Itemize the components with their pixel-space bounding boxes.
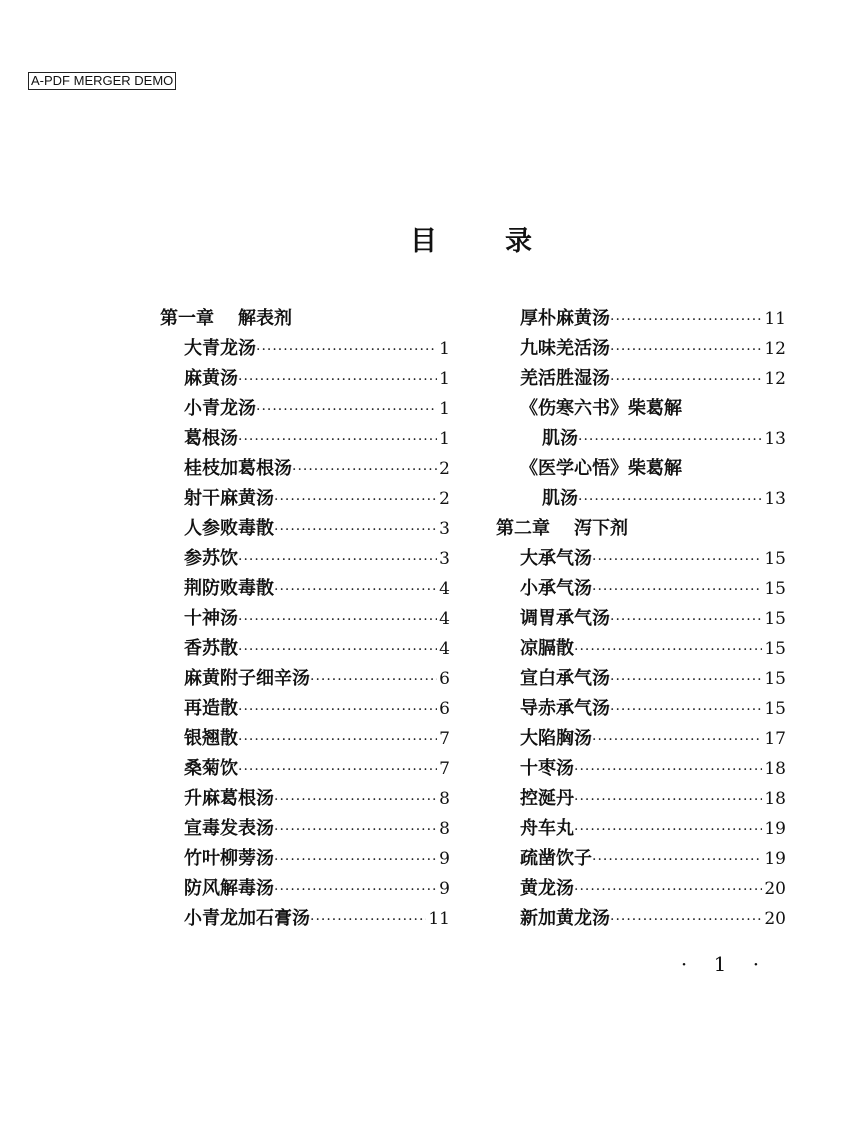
entry-page: 1 [439, 429, 450, 449]
entry-name: 十枣汤 [520, 758, 574, 779]
entry-page: 6 [439, 699, 450, 719]
entry-name: 大承气汤 [520, 548, 592, 569]
entry-page: 4 [439, 609, 450, 629]
entry-name: 荆防败毒散 [184, 578, 274, 599]
entry-name: 桑菊饮 [184, 758, 238, 779]
toc-entry [160, 574, 450, 604]
entry-name: 疏凿饮子 [520, 848, 592, 869]
entry-name: 十神汤 [184, 608, 238, 629]
chapter-label: 第一章 [160, 308, 214, 329]
page-number: · 1 · [680, 952, 770, 976]
entry-name: 新加黄龙汤 [520, 908, 610, 929]
title-char-2: 录 [505, 226, 532, 257]
entry-name: 厚朴麻黄汤 [520, 308, 610, 329]
toc-entry [496, 724, 786, 754]
chapter-heading [496, 514, 786, 544]
entry-name: 宣毒发表汤 [184, 818, 274, 839]
entry-name: 参苏饮 [184, 548, 238, 569]
page-title [0, 222, 866, 262]
entry-page: 13 [764, 429, 786, 449]
entry-name: 大陷胸汤 [520, 728, 592, 749]
toc-entry [160, 754, 450, 784]
entry-name: 竹叶柳蒡汤 [184, 848, 274, 869]
dot-leader [274, 515, 437, 545]
toc-entry [496, 784, 786, 814]
entry-name: 小青龙加石膏汤 [184, 908, 310, 929]
dot-leader [238, 545, 437, 575]
entry-page: 20 [764, 879, 786, 899]
entry-page: 7 [439, 729, 450, 749]
entry-name: 控涎丹 [520, 788, 574, 809]
dot-leader [578, 425, 762, 455]
dot-leader [574, 785, 762, 815]
dot-leader [578, 485, 762, 515]
toc-entry-heading [496, 454, 786, 484]
entry-name: 大青龙汤 [184, 338, 256, 359]
dot-leader [238, 695, 437, 725]
dot-leader [610, 665, 762, 695]
toc-entry [160, 724, 450, 754]
dot-leader [610, 695, 762, 725]
entry-name: 调胃承气汤 [520, 608, 610, 629]
entry-name: 小承气汤 [520, 578, 592, 599]
toc-entry [160, 634, 450, 664]
entry-page: 3 [439, 549, 450, 569]
entry-page: 1 [439, 369, 450, 389]
entry-page: 15 [764, 549, 786, 569]
entry-name: 桂枝加葛根汤 [184, 458, 292, 479]
entry-page: 20 [764, 909, 786, 929]
title-char-1: 目 [410, 226, 437, 257]
entry-page: 17 [764, 729, 786, 749]
entry-page: 11 [428, 909, 450, 929]
toc-entry [160, 544, 450, 574]
entry-name: 羌活胜湿汤 [520, 368, 610, 389]
toc-right-column [496, 304, 786, 934]
entry-page: 8 [439, 789, 450, 809]
entry-page: 9 [439, 879, 450, 899]
toc-entry [160, 604, 450, 634]
dot-leader [256, 335, 437, 365]
entry-name: 宣白承气汤 [520, 668, 610, 689]
toc-entry [160, 694, 450, 724]
toc-entry [160, 424, 450, 454]
entry-name: 舟车丸 [520, 818, 574, 839]
entry-page: 8 [439, 819, 450, 839]
dot-leader [238, 635, 437, 665]
entry-name: 升麻葛根汤 [184, 788, 274, 809]
entry-name: 人参败毒散 [184, 518, 274, 539]
dot-leader [610, 335, 762, 365]
entry-page: 13 [764, 489, 786, 509]
entry-page: 3 [439, 519, 450, 539]
entry-page: 19 [764, 849, 786, 869]
dot-leader [574, 755, 762, 785]
toc-entry [496, 604, 786, 634]
entry-name: 《伤寒六书》柴葛解 [520, 398, 682, 419]
entry-name: 肌汤 [542, 428, 578, 449]
dot-leader [610, 605, 762, 635]
dot-leader [574, 875, 762, 905]
dot-leader [610, 905, 762, 935]
toc-entry [496, 574, 786, 604]
entry-name: 肌汤 [542, 488, 578, 509]
toc-entry [496, 814, 786, 844]
entry-name: 麻黄附子细辛汤 [184, 668, 310, 689]
toc-entry [160, 814, 450, 844]
entry-page: 19 [764, 819, 786, 839]
dot-leader [610, 365, 762, 395]
entry-page: 15 [764, 669, 786, 689]
entry-page: 15 [764, 699, 786, 719]
toc-entry [160, 394, 450, 424]
dot-leader [592, 845, 762, 875]
entry-page: 9 [439, 849, 450, 869]
dot-leader [310, 905, 426, 935]
toc-entry [160, 664, 450, 694]
chapter-title: 解表剂 [238, 308, 292, 329]
dot-leader [238, 755, 437, 785]
dot-leader [274, 575, 437, 605]
entry-name: 小青龙汤 [184, 398, 256, 419]
dot-leader [592, 575, 762, 605]
entry-name: 香苏散 [184, 638, 238, 659]
entry-page: 15 [764, 579, 786, 599]
dot-leader [238, 425, 437, 455]
toc-entry [160, 364, 450, 394]
entry-page: 12 [764, 339, 786, 359]
toc-left-column [160, 304, 450, 934]
entry-name: 射干麻黄汤 [184, 488, 274, 509]
entry-name: 九味羌活汤 [520, 338, 610, 359]
dot-leader [292, 455, 437, 485]
toc-entry [496, 904, 786, 934]
toc-entry [496, 364, 786, 394]
toc-entry [496, 484, 786, 514]
toc-entry [160, 484, 450, 514]
toc-entry [496, 664, 786, 694]
entry-name: 再造散 [184, 698, 238, 719]
toc-entry [160, 784, 450, 814]
entry-name: 凉膈散 [520, 638, 574, 659]
dot-leader [310, 665, 437, 695]
toc-entry [160, 904, 450, 934]
toc-entry [160, 454, 450, 484]
entry-page: 15 [764, 639, 786, 659]
entry-name: 麻黄汤 [184, 368, 238, 389]
watermark: A-PDF MERGER DEMO [28, 72, 176, 90]
entry-page: 1 [439, 339, 450, 359]
entry-page: 7 [439, 759, 450, 779]
chapter-title: 泻下剂 [574, 518, 628, 539]
dot-leader [574, 635, 762, 665]
entry-page: 12 [764, 369, 786, 389]
toc-entry [496, 304, 786, 334]
toc-entry [496, 634, 786, 664]
entry-page: 4 [439, 639, 450, 659]
entry-page: 4 [439, 579, 450, 599]
toc-entry [160, 334, 450, 364]
entry-page: 6 [439, 669, 450, 689]
dot-leader [610, 305, 762, 335]
entry-page: 1 [439, 399, 450, 419]
toc-entry [496, 544, 786, 574]
toc-entry [496, 874, 786, 904]
dot-leader [592, 545, 762, 575]
entry-name: 葛根汤 [184, 428, 238, 449]
entry-page: 18 [764, 789, 786, 809]
entry-name: 防风解毒汤 [184, 878, 274, 899]
toc-entry [160, 874, 450, 904]
dot-leader [274, 485, 437, 515]
toc-entry [160, 844, 450, 874]
dot-leader [274, 785, 437, 815]
entry-page: 18 [764, 759, 786, 779]
chapter-heading [160, 304, 450, 334]
toc-entry [496, 844, 786, 874]
toc-entry [496, 694, 786, 724]
entry-page: 2 [439, 489, 450, 509]
dot-leader [238, 365, 437, 395]
entry-page: 15 [764, 609, 786, 629]
chapter-label: 第二章 [496, 518, 550, 539]
dot-leader [238, 725, 437, 755]
toc-entry [496, 424, 786, 454]
dot-leader [238, 605, 437, 635]
dot-leader [574, 815, 762, 845]
dot-leader [274, 875, 437, 905]
dot-leader [256, 395, 437, 425]
dot-leader [592, 725, 762, 755]
toc-entry-heading [496, 394, 786, 424]
dot-leader [274, 815, 437, 845]
toc-entry [160, 514, 450, 544]
entry-page: 11 [764, 309, 786, 329]
entry-name: 银翘散 [184, 728, 238, 749]
entry-name: 黄龙汤 [520, 878, 574, 899]
entry-name: 《医学心悟》柴葛解 [520, 458, 682, 479]
toc-entry [496, 754, 786, 784]
dot-leader [274, 845, 437, 875]
entry-page: 2 [439, 459, 450, 479]
entry-name: 导赤承气汤 [520, 698, 610, 719]
toc-entry [496, 334, 786, 364]
